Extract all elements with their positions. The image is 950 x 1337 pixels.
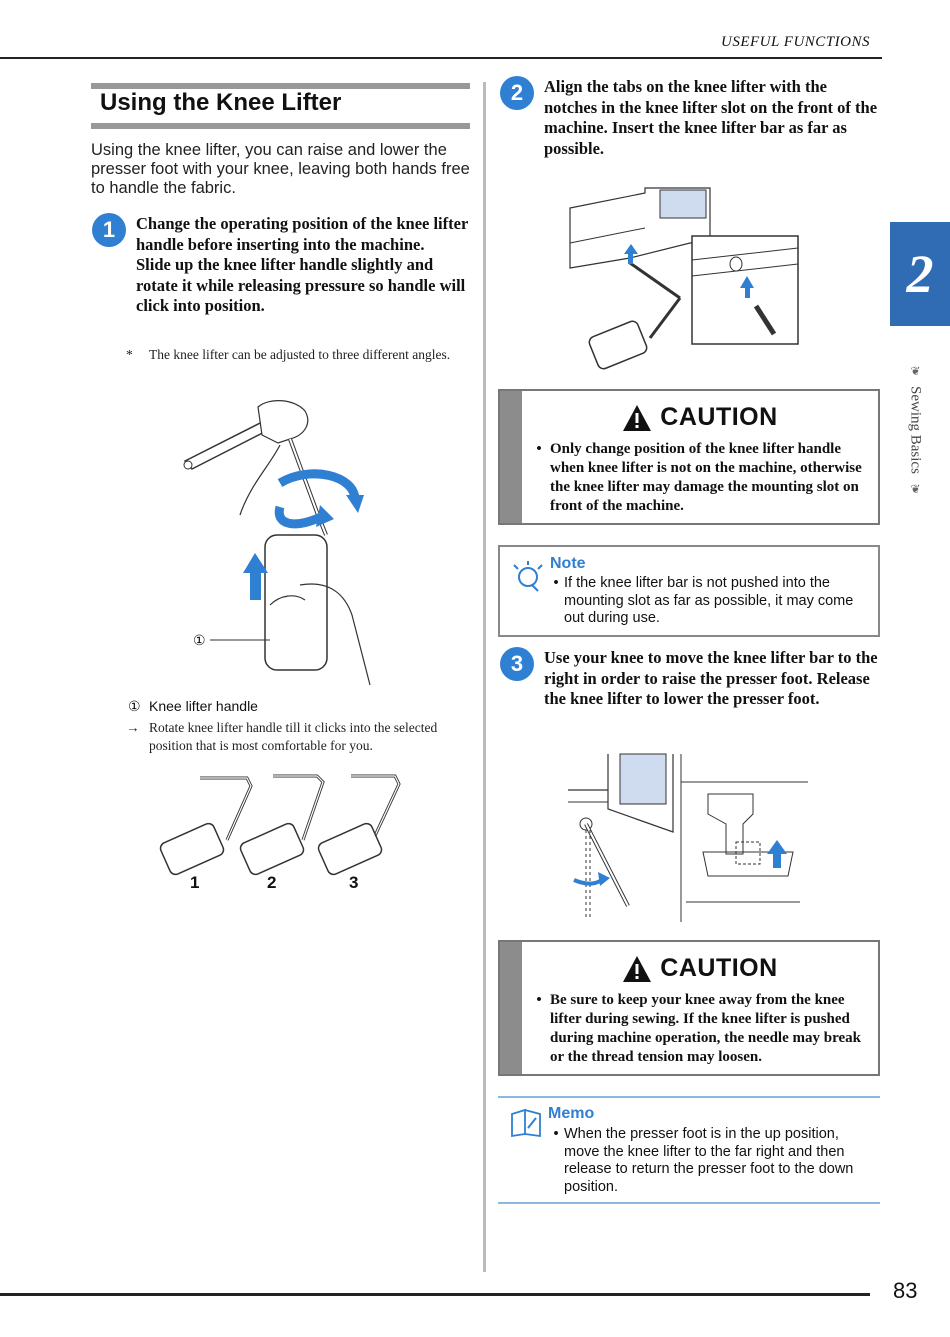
note-bullet: • — [553, 575, 559, 591]
chapter-label: Sewing Basics — [907, 386, 924, 474]
caution-stripe — [500, 942, 522, 1074]
memo-body — [548, 1126, 878, 1196]
caution-1-title: CAUTION — [660, 403, 778, 431]
step-1-text-line2: Slide up the knee lifter handle slightly and rotate it while releasing pressure so handle will click into position. — [136, 255, 466, 315]
note-heading: Note — [550, 555, 586, 572]
three-positions-illustration — [155, 770, 405, 880]
legend-mark: ① — [128, 698, 141, 714]
section-intro: Using the knee lifter, you can raise and lower the presser foot with your knee, leaving both hands free to handle the fabric. — [91, 141, 470, 197]
warning-triangle-icon — [622, 404, 652, 432]
caution-2-body — [528, 991, 870, 1067]
step-1-text — [136, 214, 471, 317]
chapter-side-label — [903, 345, 927, 515]
chapter-tab[interactable]: 2 — [890, 222, 950, 326]
footer-rule — [0, 1293, 870, 1296]
note-box — [498, 545, 880, 637]
caution-stripe — [500, 391, 522, 523]
title-rule-bottom — [91, 123, 470, 129]
step-1-badge: 1 — [92, 213, 126, 247]
memo-text: When the presser foot is in the up position, move the knee lifter to the far right and then release to return the presser foot to the down position. — [564, 1126, 854, 1195]
warning-triangle-icon — [622, 955, 652, 983]
memo-rule-top — [498, 1096, 880, 1098]
caution-1-body — [528, 440, 870, 516]
position-1-lifter — [159, 778, 251, 876]
memo-heading: Memo — [548, 1105, 595, 1122]
running-header: USEFUL FUNCTIONS — [721, 34, 870, 50]
header-rule — [0, 57, 882, 59]
position-label-3: 3 — [349, 873, 359, 892]
caution-box-2 — [498, 940, 880, 1076]
caution-heading — [522, 954, 878, 983]
caution-2-title: CAUTION — [660, 954, 778, 982]
page-number: 83 — [893, 1278, 918, 1303]
memo-bullet: • — [553, 1126, 559, 1142]
ornament-icon: ❦ — [908, 364, 923, 379]
column-divider — [483, 82, 486, 1272]
step-1-text-line1: Change the operating position of the knee lifter handle before inserting into the machine. — [136, 214, 468, 254]
legend-label: Knee lifter handle — [149, 698, 258, 714]
knee-lifter-use-illustration — [568, 754, 813, 924]
caution-1-text: Only change position of the knee lifter handle when knee lifter is not on the machine, otherwise the knee lifter may damage the mounting slot on front of the machine. — [550, 441, 862, 514]
step-2-badge: 2 — [500, 76, 534, 110]
position-2-lifter — [239, 776, 323, 876]
ornament-icon: ❦ — [908, 481, 923, 496]
callout-1-label: ① — [193, 632, 206, 648]
note-text: If the knee lifter bar is not pushed into the mounting slot as far as possible, it may come out during use. — [564, 575, 854, 626]
memo-book-icon — [510, 1108, 542, 1138]
position-3-lifter — [317, 776, 399, 876]
caution-bullet: • — [536, 441, 542, 457]
caution-bullet: • — [536, 992, 542, 1008]
step-2-text: Align the tabs on the knee lifter with the notches in the knee lifter slot on the front of the machine. Insert the knee lifter bar as far as possible. — [544, 77, 878, 158]
knee-lifter-rotate-illustration — [170, 395, 410, 695]
position-label-1: 1 — [190, 873, 200, 892]
caution-heading — [522, 403, 878, 432]
section-title: Using the Knee Lifter — [100, 89, 342, 116]
asterisk-mark: * — [126, 347, 133, 362]
note-body — [548, 575, 870, 628]
caution-2-text: Be sure to keep your knee away from the knee lifter during sewing. If the knee lifter is pushed during machine operation, the needle may break or the thread tension may loosen. — [550, 992, 861, 1065]
step-1-note: The knee lifter can be adjusted to three different angles. — [149, 347, 451, 362]
arrow-note: Rotate knee lifter handle till it clicks into the selected position that is most comfortable for you. — [149, 720, 438, 753]
step-3-badge: 3 — [500, 647, 534, 681]
step-3-text: Use your knee to move the knee lifter bar to the right in order to raise the presser foot. Release the knee lifter to lower the presser foot. — [544, 648, 878, 708]
knee-lifter-insert-illustration — [570, 188, 810, 373]
arrow-icon: → — [126, 720, 140, 735]
caution-box-1 — [498, 389, 880, 525]
lightbulb-icon — [512, 561, 544, 595]
memo-rule-bottom — [498, 1202, 880, 1204]
position-label-2: 2 — [267, 873, 277, 892]
